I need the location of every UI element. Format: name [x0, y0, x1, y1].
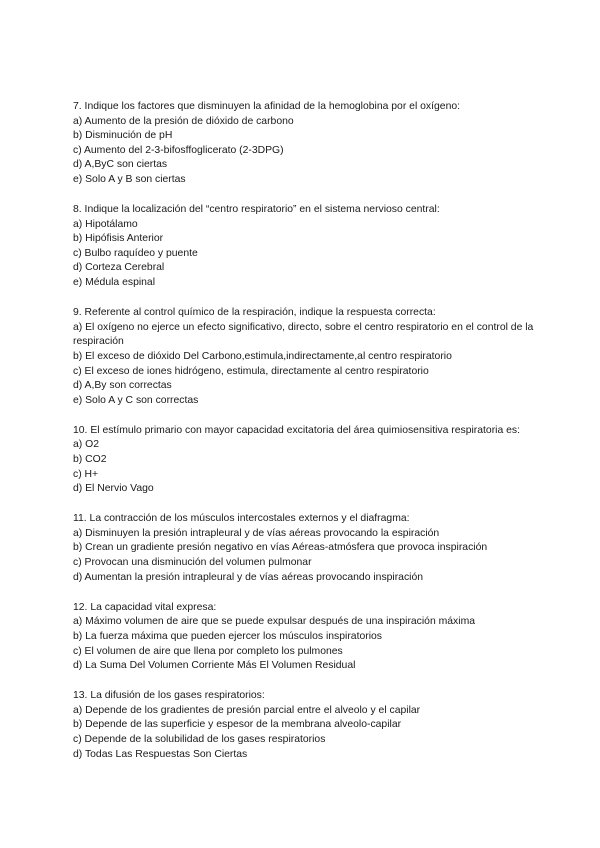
question-stem: 10. El estímulo primario con mayor capacidad excitatoria del área quimiosensitiva respiratoria es:: [73, 424, 521, 436]
question-stem: 9. Referente al control químico de la respiración, indique la respuesta correcta:: [73, 307, 436, 319]
answer-option: c) Provocan una disminución del volumen pulmonar: [73, 557, 312, 569]
answer-option: c) Depende de la solubilidad de los gases respiratorios: [73, 733, 326, 745]
document-page: [73, 100, 543, 778]
answer-option: b) Crean un gradiente presión negativo en vías Aéreas-atmósfera que provoca inspiración: [73, 542, 488, 554]
answer-option: a) Hipotálamo: [73, 218, 138, 230]
question-11: [73, 512, 543, 585]
question-stem: 8. Indique la localización del “centro respiratorio” en el sistema nervioso central:: [73, 204, 440, 216]
answer-option: d) Aumentan la presión intrapleural y de vías aéreas provocando inspiración: [73, 571, 424, 583]
answer-option: d) Corteza Cerebral: [73, 262, 165, 274]
answer-option: b) La fuerza máxima que pueden ejercer los músculos inspiratorios: [73, 630, 382, 642]
question-stem: 11. La contracción de los músculos intercostales externos y el diafragma:: [73, 513, 410, 525]
answer-option: c) Bulbo raquídeo y puente: [73, 247, 198, 259]
answer-option: d) El Nervio Vago: [73, 483, 154, 495]
answer-option: a) Disminuyen la presión intrapleural y de vías aéreas provocando la espiración: [73, 527, 440, 539]
answer-option: e) Médula espinal: [73, 277, 156, 289]
answer-option: d) A,ByC son ciertas: [73, 159, 168, 171]
answer-option: b) El exceso de dióxido Del Carbono,estimula,indirectamente,al centro respiratorio: [73, 350, 452, 362]
question-13: [73, 689, 543, 762]
answer-option: c) H+: [73, 468, 99, 480]
answer-option: a) El oxígeno no ejerce un efecto significativo, directo, sobre el centro respiratorio en el control de la respiración: [73, 321, 534, 348]
answer-option: b) Hipófisis Anterior: [73, 233, 164, 245]
answer-option: b) CO2: [73, 453, 107, 465]
answer-option: c) El volumen de aire que llena por completo los pulmones: [73, 645, 343, 657]
answer-option: a) Aumento de la presión de dióxido de carbono: [73, 115, 294, 127]
answer-option: c) Aumento del 2-3-bifosffoglicerato (2-3DPG): [73, 144, 284, 156]
question-9: [73, 306, 543, 408]
answer-option: e) Solo A y C son correctas: [73, 394, 199, 406]
answer-option: a) O2: [73, 439, 99, 451]
question-stem: 13. La difusión de los gases respiratorios:: [73, 690, 265, 702]
answer-option: a) Depende de los gradientes de presión parcial entre el alveolo y el capilar: [73, 704, 421, 716]
question-10: [73, 424, 543, 497]
question-stem: 7. Indique los factores que disminuyen la afinidad de la hemoglobina por el oxígeno:: [73, 101, 461, 112]
answer-option: d) La Suma Del Volumen Corriente Más El Volumen Residual: [73, 660, 356, 672]
question-stem: 12. La capacidad vital expresa:: [73, 601, 217, 613]
question-12: [73, 601, 543, 674]
answer-option: d) Todas Las Respuestas Son Ciertas: [73, 748, 248, 760]
answer-option: e) Solo A y B son ciertas: [73, 173, 186, 185]
question-8: [73, 203, 543, 291]
answer-option: c) El exceso de iones hidrógeno, estimula, directamente al centro respiratorio: [73, 365, 429, 377]
answer-option: d) A,By son correctas: [73, 380, 172, 392]
answer-option: a) Máximo volumen de aire que se puede expulsar después de una inspiración máxima: [73, 616, 475, 628]
question-7: [73, 100, 543, 188]
answer-option: b) Depende de las superficie y espesor de la membrana alveolo-capilar: [73, 719, 402, 731]
answer-option: b) Disminución de pH: [73, 130, 173, 142]
